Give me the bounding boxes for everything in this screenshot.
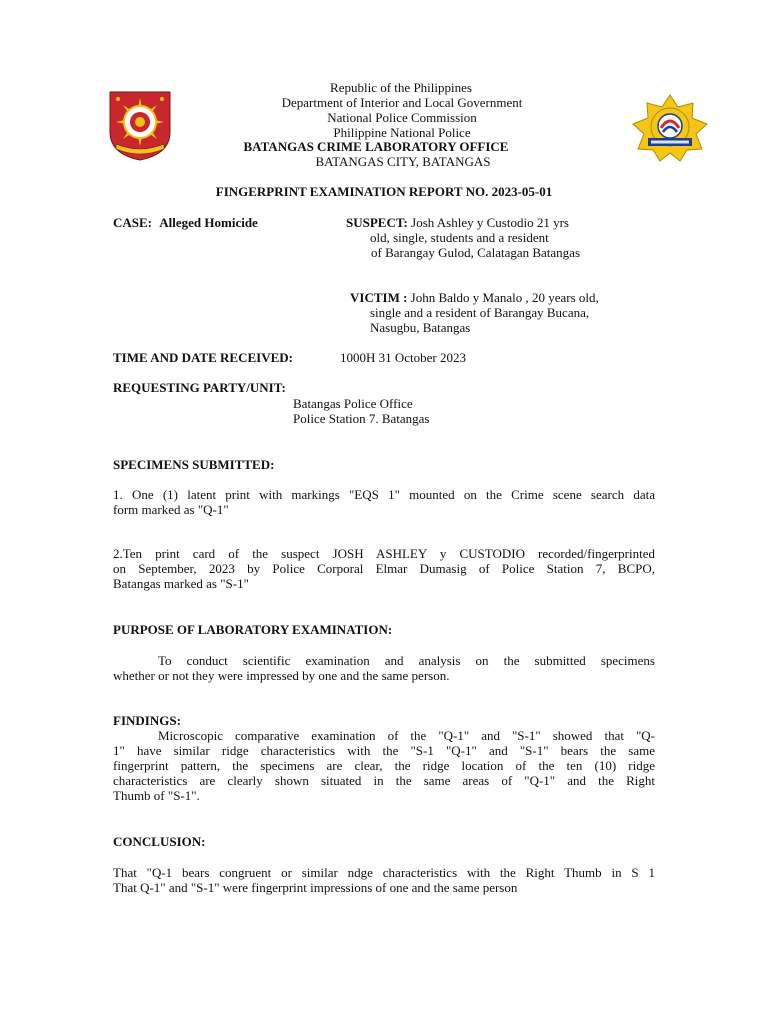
- suspect-line1-text: Josh Ashley y Custodio 21 yrs: [411, 215, 569, 230]
- conclusion-heading: CONCLUSION:: [113, 834, 206, 849]
- specimen-item-1-line1: 1. One (1) latent print with markings "EQS 1" mounted on the Crime scene search data: [113, 487, 655, 502]
- findings-body: [113, 728, 655, 803]
- header-city: BATANGAS CITY, BATANGAS: [315, 154, 491, 169]
- report-title: FINGERPRINT EXAMINATION REPORT NO. 2023-05-01: [215, 184, 553, 199]
- received-value: 1000H 31 October 2023: [340, 350, 467, 365]
- specimen-item-2-line3: Batangas marked as "S-1": [113, 576, 249, 591]
- suspect-label: SUSPECT:: [346, 215, 408, 230]
- header-commission: National Police Commission: [327, 110, 477, 125]
- purpose-line1: To conduct scientific examination and analysis on the submitted specimens: [158, 653, 655, 668]
- conclusion-line2: That Q-1" and "S-1" were fingerprint impressions of one and the same person: [113, 880, 518, 895]
- header-office: BATANGAS CRIME LABORATORY OFFICE: [243, 139, 509, 154]
- conclusion-body: [113, 865, 655, 895]
- purpose-line2: whether or not they were impressed by one and the same person.: [113, 668, 450, 683]
- specimen-item-1-line2: form marked as "Q-1": [113, 502, 229, 517]
- specimens-heading: SPECIMENS SUBMITTED:: [113, 457, 275, 472]
- specimen-item-2-line1: 2.Ten print card of the suspect JOSH ASHLEY y CUSTODIO recorded/fingerprinted: [113, 546, 655, 561]
- victim-line1: [350, 290, 599, 306]
- case-label-text: CASE:: [113, 215, 153, 230]
- findings-line4: characteristics are clearly shown situated in the same areas of "Q-1" and the Right: [113, 773, 655, 788]
- requesting-line1: Batangas Police Office: [293, 396, 413, 411]
- specimen-item-2-line2: on September, 2023 by Police Corporal Elmar Dumasig of Police Station 7, BCPO,: [113, 561, 655, 576]
- header-pnp: Philippine National Police: [333, 125, 471, 140]
- requesting-line2: Police Station 7. Batangas: [293, 411, 430, 426]
- victim-line1-text: John Baldo y Manalo , 20 years old,: [410, 290, 599, 305]
- received-label: TIME AND DATE RECEIVED:: [113, 350, 293, 365]
- victim-line3: Nasugbu, Batangas: [370, 320, 471, 335]
- purpose-heading: PURPOSE OF LABORATORY EXAMINATION:: [113, 622, 393, 637]
- purpose-body: [113, 653, 655, 683]
- specimen-item-2: [113, 546, 655, 591]
- requesting-label: REQUESTING PARTY/UNIT:: [113, 380, 286, 395]
- findings-line2: 1" have similar ridge characteristics with the "S-1 "Q-1" and "S-1" bears the same: [113, 743, 655, 758]
- suspect-line3: of Barangay Gulod, Calatagan Batangas: [371, 245, 581, 260]
- header-department: Department of Interior and Local Government: [281, 95, 523, 110]
- victim-line2: single and a resident of Barangay Bucana,: [370, 305, 590, 320]
- findings-line5: Thumb of "S-1".: [113, 788, 200, 803]
- suspect-line2: old, single, students and a resident: [370, 230, 549, 245]
- conclusion-line1: That "Q-1 bears congruent or similar ndge characteristics with the Right Thumb in S 1: [113, 865, 655, 880]
- victim-label: VICTIM :: [350, 290, 408, 305]
- specimen-item-1: [113, 487, 655, 517]
- case-value: Alleged Homicide: [159, 215, 258, 230]
- suspect-line1: [346, 215, 569, 231]
- findings-heading: FINDINGS:: [113, 713, 181, 728]
- findings-line3: fingerprint pattern, the specimens are clear, the ridge location of the ten (10) ridge: [113, 758, 655, 773]
- findings-line1: Microscopic comparative examination of the "Q-1" and "S-1" showed that "Q-: [158, 728, 655, 743]
- header-republic: Republic of the Philippines: [330, 80, 472, 95]
- case-label: [113, 215, 258, 231]
